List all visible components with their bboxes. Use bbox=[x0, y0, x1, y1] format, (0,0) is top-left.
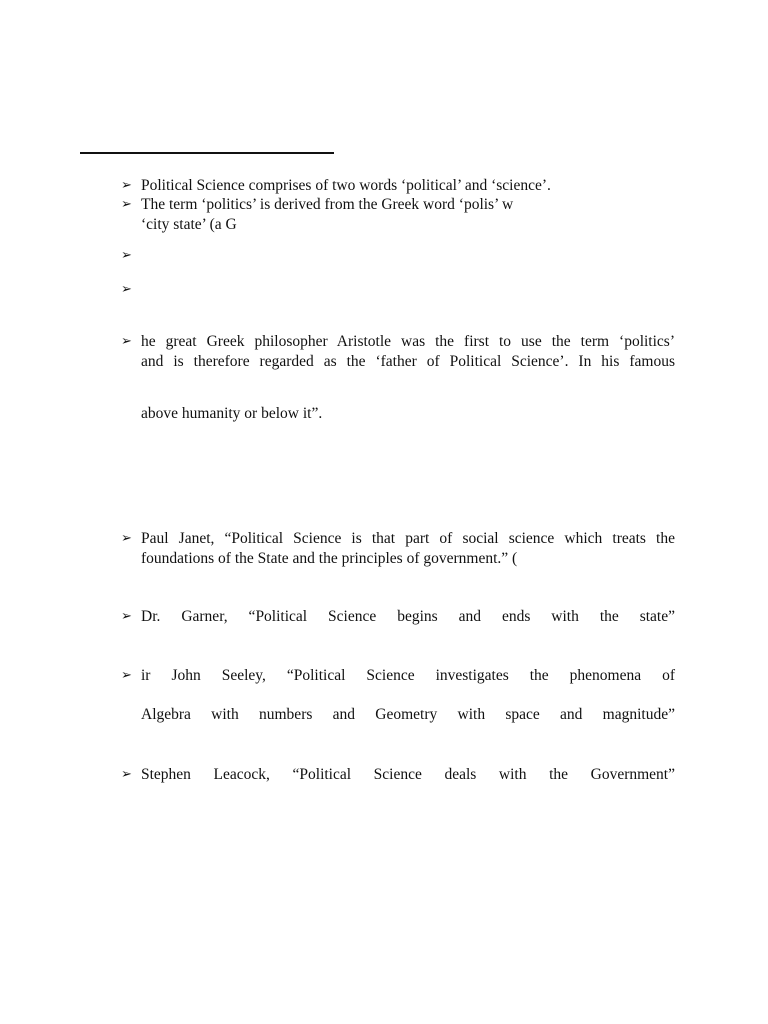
arrow-bullet-icon: ➢ bbox=[121, 248, 132, 263]
list-item-text bbox=[141, 666, 675, 725]
arrow-bullet-icon: ➢ bbox=[121, 668, 132, 683]
text-line: The term ‘politics’ is derived from the Greek word ‘polis’ w bbox=[141, 196, 514, 213]
text-line: and is therefore regarded as the ‘father of Political Science’. In his famous bbox=[141, 353, 675, 370]
text-line: Dr. Garner, “Political Science begins and ends with the state” bbox=[141, 608, 675, 625]
text-line: ir John Seeley, “Political Science investigates the phenomena of bbox=[141, 667, 675, 684]
text-line: foundations of the State and the principles of government.” ( bbox=[141, 550, 518, 567]
text-line: Paul Janet, “Political Science is that part of social science which treats the bbox=[141, 530, 675, 547]
text-line: Political Science comprises of two words ‘political’ and ‘science’. bbox=[141, 177, 551, 194]
header-rule bbox=[80, 152, 334, 154]
text-line: Stephen Leacock, “Political Science deals with the Government” bbox=[141, 766, 675, 783]
arrow-bullet-icon: ➢ bbox=[121, 334, 132, 349]
arrow-bullet-icon: ➢ bbox=[121, 609, 132, 624]
text-line: Algebra with numbers and Geometry with space and magnitude” bbox=[141, 706, 675, 723]
list-item-text bbox=[141, 529, 675, 569]
text-line: ‘city state’ (a G bbox=[141, 216, 237, 233]
list-item-text bbox=[141, 765, 675, 785]
arrow-bullet-icon: ➢ bbox=[121, 178, 132, 193]
arrow-bullet-icon: ➢ bbox=[121, 197, 132, 212]
text-line: above humanity or below it”. bbox=[141, 405, 323, 422]
arrow-bullet-icon: ➢ bbox=[121, 282, 132, 297]
list-item-text bbox=[141, 607, 675, 627]
arrow-bullet-icon: ➢ bbox=[121, 767, 132, 782]
list-item-text bbox=[141, 176, 675, 196]
list-item-text bbox=[141, 332, 675, 424]
list-item-text bbox=[141, 195, 675, 235]
arrow-bullet-icon: ➢ bbox=[121, 531, 132, 546]
text-line: he great Greek philosopher Aristotle was the first to use the term ‘politics’ bbox=[141, 333, 675, 350]
